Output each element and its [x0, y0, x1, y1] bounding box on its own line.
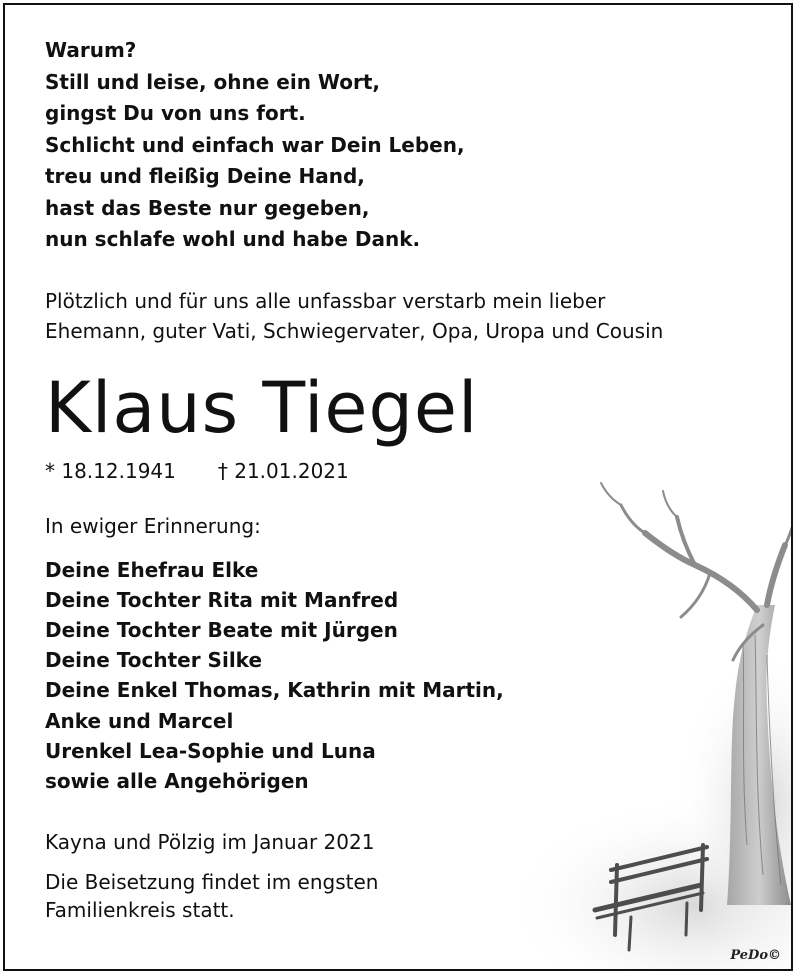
place-and-date: Kayna und Pölzig im Januar 2021	[45, 830, 375, 855]
mourner-line: Deine Tochter Silke	[45, 648, 263, 673]
mourner-line: sowie alle Angehörigen	[45, 768, 309, 793]
memory-heading: In ewiger Erinnerung:	[45, 513, 261, 538]
poem-line: gingst Du von uns fort.	[45, 101, 306, 125]
mourner-line: Deine Tochter Beate mit Jürgen	[45, 617, 398, 642]
mourner-line: Deine Tochter Rita mit Manfred	[45, 587, 399, 612]
poem-line: Still und leise, ohne ein Wort,	[45, 69, 381, 94]
mourner-line: Urenkel Lea-Sophie und Luna	[45, 738, 376, 763]
deceased-name: Klaus Tiegel	[45, 366, 479, 449]
poem-line: hast das Beste nur gegeben,	[45, 195, 370, 220]
announcement-text	[45, 286, 765, 346]
birth-date: * 18.12.1941	[45, 458, 176, 483]
burial-line: Familienkreis statt.	[45, 898, 235, 923]
mourner-line: Deine Enkel Thomas, Kathrin mit Martin,	[45, 678, 504, 703]
poem-line: nun schlafe wohl und habe Dank.	[45, 227, 421, 251]
life-dates	[45, 458, 765, 484]
obituary-content	[45, 35, 765, 924]
mourner-line: Deine Ehefrau Elke	[45, 557, 259, 582]
death-date: † 21.01.2021	[217, 458, 349, 483]
burial-note	[45, 868, 765, 924]
poem-line: treu und fleißig Deine Hand,	[45, 164, 365, 188]
announcement-line: Plötzlich und für uns alle unfassbar verstarb mein lieber	[45, 288, 606, 313]
burial-line: Die Beisetzung findet im engsten	[45, 870, 379, 895]
announcement-line: Ehemann, guter Vati, Schwiegervater, Opa, Uropa und Cousin	[45, 318, 664, 343]
mourner-line: Anke und Marcel	[45, 708, 234, 733]
obituary-frame	[3, 3, 793, 971]
mourners-list	[45, 555, 765, 797]
poem-line: Schlicht und einfach war Dein Leben,	[45, 132, 465, 157]
artist-signature: PeDo©	[730, 948, 781, 963]
poem-line: Warum?	[45, 38, 137, 62]
poem	[45, 35, 765, 256]
